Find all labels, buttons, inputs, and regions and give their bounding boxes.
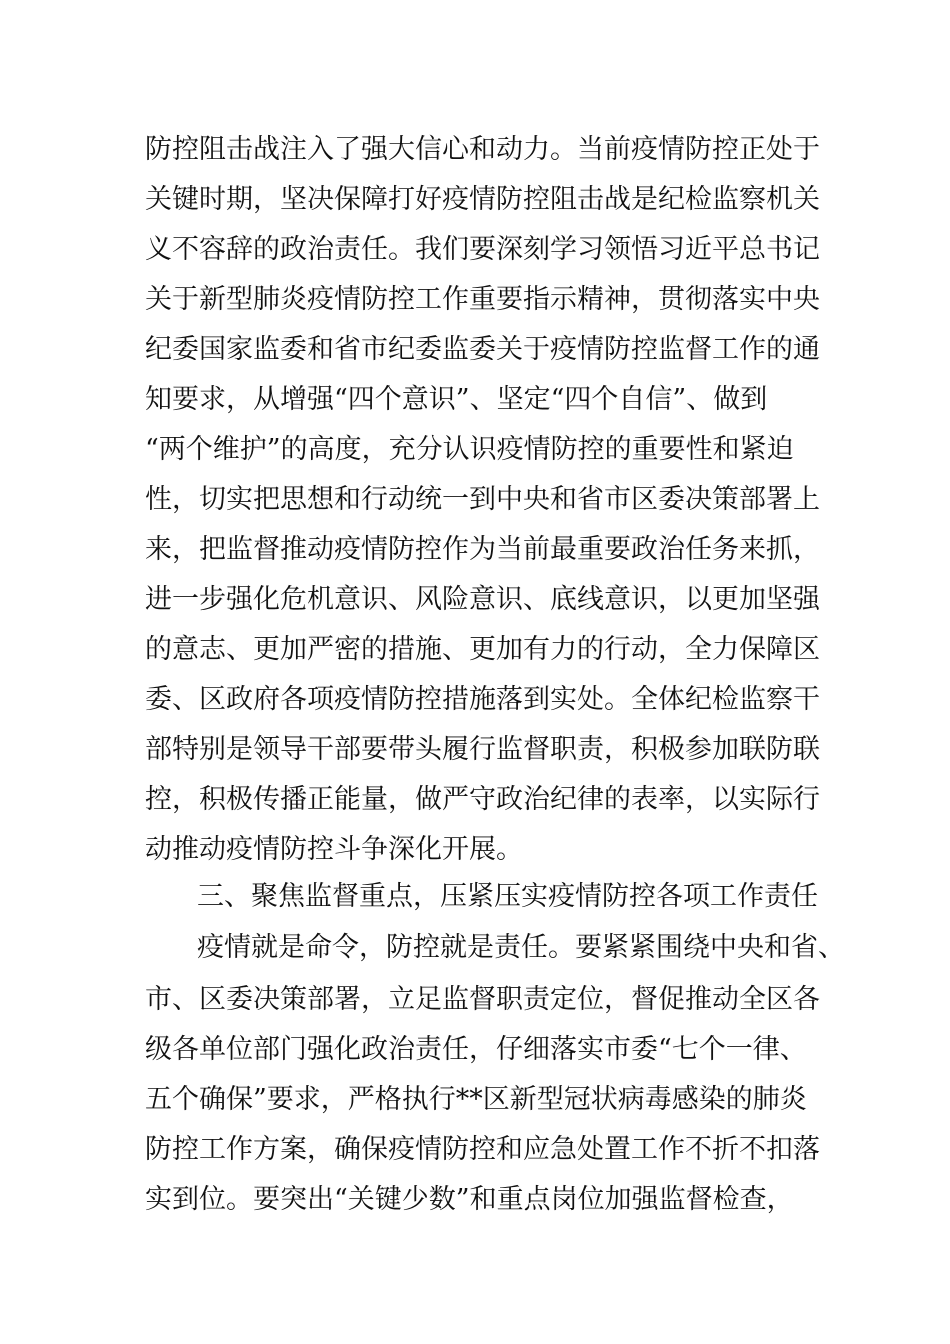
text-line: 知要求，从增强“四个意识”、坚定“四个自信”、做到 bbox=[145, 384, 768, 415]
text-line: 五个确保”要求，严格执行**区新型冠状病毒感染的肺炎 bbox=[145, 1084, 807, 1115]
text-line: 纪委国家监委和省市纪委监委关于疫情防控监督工作的通 bbox=[145, 334, 820, 365]
text-line: 关键时期，坚决保障打好疫情防控阻击战是纪检监察机关 bbox=[145, 184, 820, 215]
section-heading: 三、聚焦监督重点，压紧压实疫情防控各项工作责任 bbox=[197, 881, 818, 912]
text-line: 防控阻击战注入了强大信心和动力。当前疫情防控正处于 bbox=[145, 134, 820, 165]
text-line: 部特别是领导干部要带头履行监督职责，积极参加联防联 bbox=[145, 734, 820, 765]
text-line: 防控工作方案，确保疫情防控和应急处置工作不折不扣落 bbox=[145, 1134, 820, 1165]
text-line: 进一步强化危机意识、风险意识、底线意识，以更加坚强 bbox=[145, 584, 820, 615]
text-line: 动推动疫情防控斗争深化开展。 bbox=[145, 834, 523, 865]
text-line: 市、区委决策部署，立足监督职责定位，督促推动全区各 bbox=[145, 984, 820, 1015]
text-line: 委、区政府各项疫情防控措施落到实处。全体纪检监察干 bbox=[145, 684, 820, 715]
text-line: “两个维护”的高度，充分认识疫情防控的重要性和紧迫 bbox=[145, 434, 794, 465]
text-line: 关于新型肺炎疫情防控工作重要指示精神，贯彻落实中央 bbox=[145, 284, 820, 315]
text-line: 性，切实把思想和行动统一到中央和省市区委决策部署上 bbox=[145, 484, 820, 515]
text-line: 控，积极传播正能量，做严守政治纪律的表率，以实际行 bbox=[145, 784, 820, 815]
text-line: 的意志、更加严密的措施、更加有力的行动，全力保障区 bbox=[145, 634, 820, 665]
text-line: 实到位。要突出“关键少数”和重点岗位加强监督检查， bbox=[145, 1184, 794, 1215]
text-line: 义不容辞的政治责任。我们要深刻学习领悟习近平总书记 bbox=[145, 234, 820, 265]
text-line: 来，把监督推动疫情防控作为当前最重要政治任务来抓， bbox=[145, 534, 820, 565]
text-line: 级各单位部门强化政治责任，仔细落实市委“七个一律、 bbox=[145, 1034, 807, 1065]
text-line: 疫情就是命令，防控就是责任。要紧紧围绕中央和省、 bbox=[197, 932, 845, 963]
